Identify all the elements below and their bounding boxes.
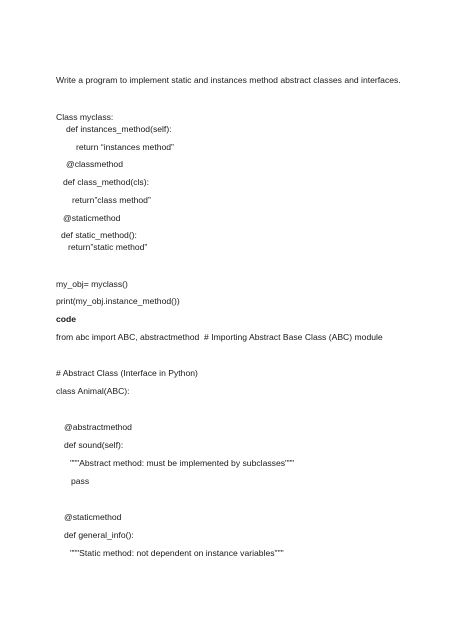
code-line: @staticmethod <box>63 213 121 223</box>
code-line: Class myclass: <box>56 112 114 122</box>
code-line: # Abstract Class (Interface in Python) <box>56 368 198 378</box>
code-line: """Static method: not dependent on instance variables""" <box>70 548 284 558</box>
code-line: @abstractmethod <box>64 422 132 432</box>
code-line: return “instances method” <box>76 142 174 152</box>
code-line: class Animal(ABC): <box>56 386 130 396</box>
code-line: @staticmethod <box>64 512 122 522</box>
code-line: my_obj= myclass() <box>56 279 128 289</box>
code-label: code <box>56 314 77 324</box>
code-line: def class_method(cls): <box>63 177 149 187</box>
code-line: return”class method” <box>72 195 151 205</box>
code-line: return”static method” <box>68 242 148 252</box>
code-line: @classmethod <box>66 159 123 169</box>
code-line: def sound(self): <box>64 440 124 450</box>
task-heading: Write a program to implement static and instances method abstract classes and interfaces. <box>56 75 401 85</box>
code-line: def instances_method(self): <box>66 124 172 134</box>
code-line: def general_info(): <box>64 530 134 540</box>
code-line: """Abstract method: must be implemented by subclasses""" <box>70 458 295 468</box>
code-line: from abc import ABC, abstractmethod # Importing Abstract Base Class (ABC) module <box>56 332 383 342</box>
code-line: print(my_obj.instance_method()) <box>56 296 180 306</box>
code-line: pass <box>71 476 90 486</box>
code-line: def static_method(): <box>61 230 137 240</box>
